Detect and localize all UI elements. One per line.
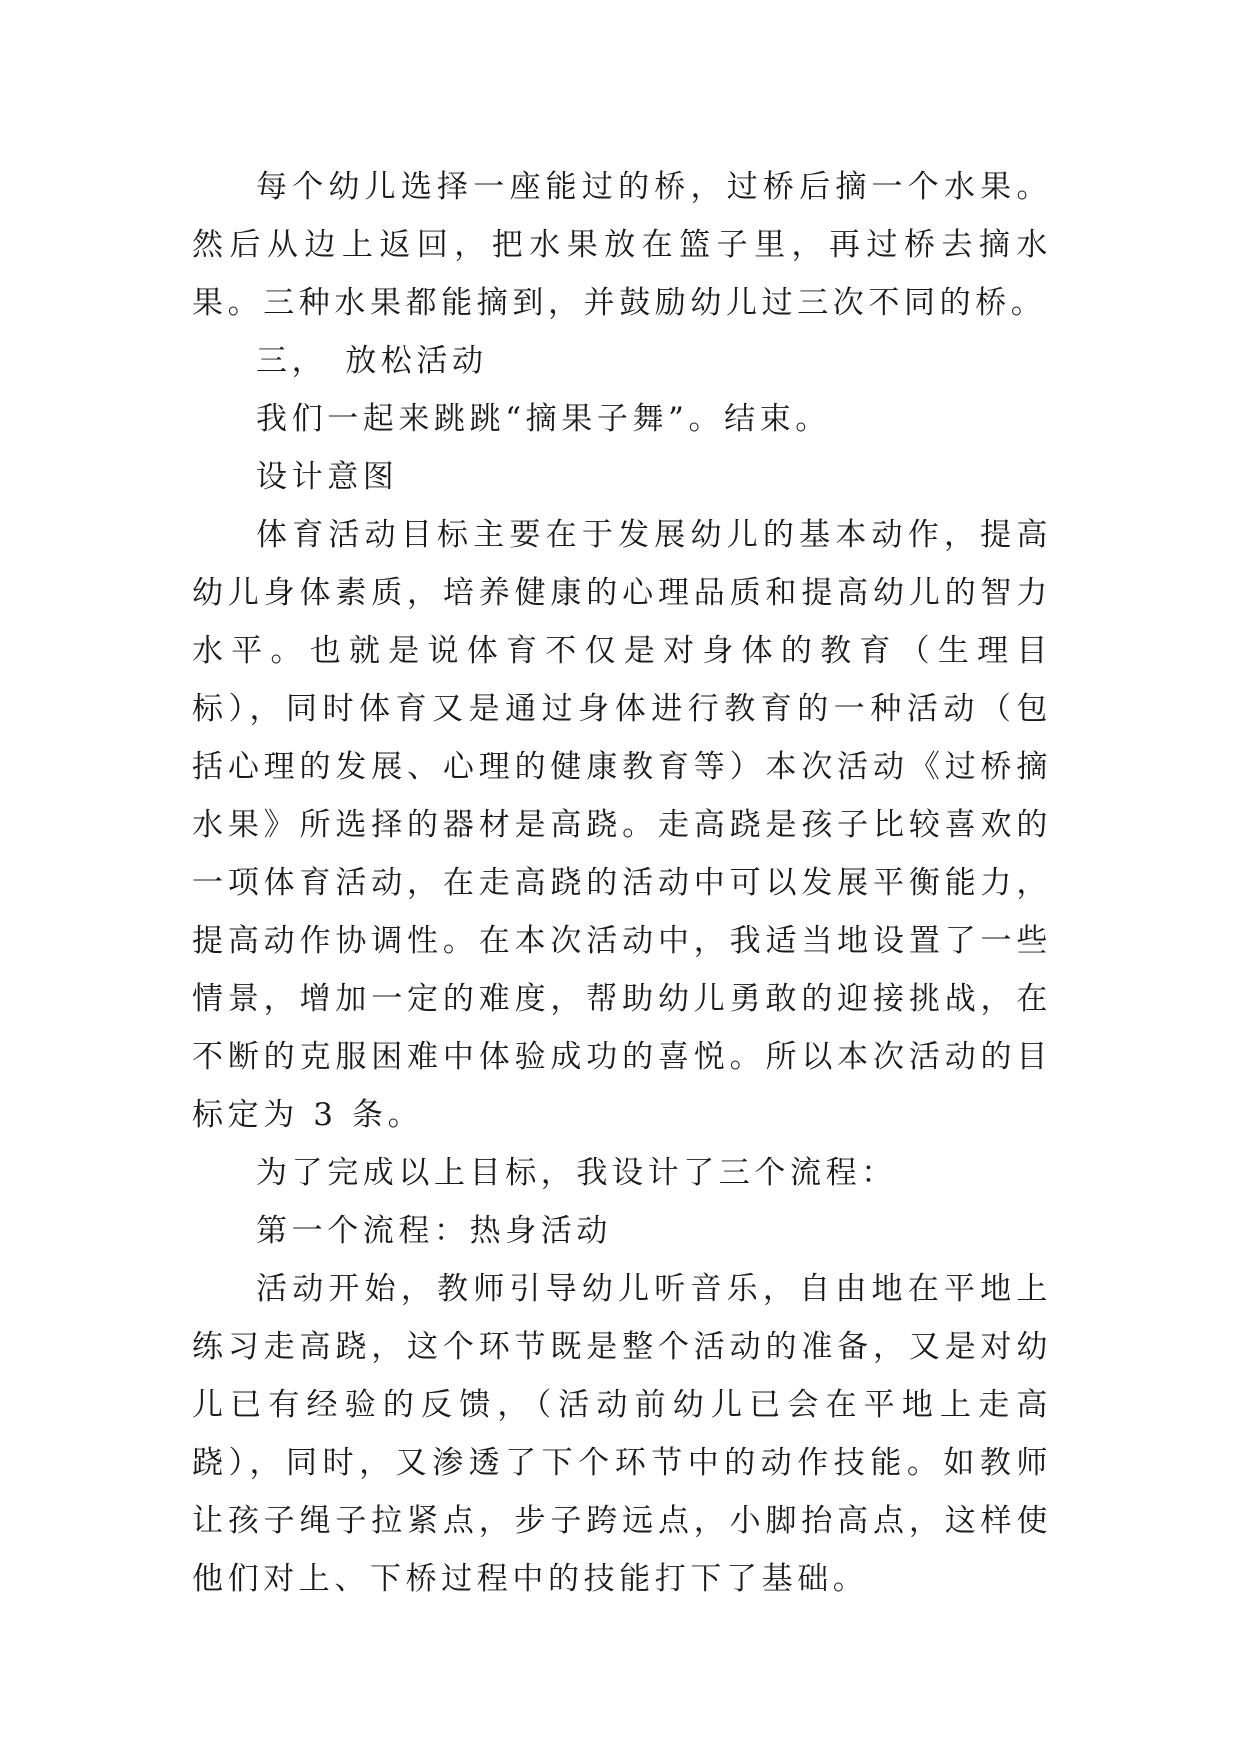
heading-design-intent: 设计意图: [256, 459, 399, 495]
paragraph-design-intent: 体育活动目标主要在于发展幼儿的基本动作，提高幼儿身体素质，培养健康的心理品质和提高幼儿的智力水平。也就是说体育不仅是对身体的教育（生理目标），同时体育又是通过身体进行教育的一种活动（包括心理的发展、心理的健康教育等）本次活动《过桥摘水果》所选择的器材是高跷。走高跷是孩子比较喜欢的一项体育活动，在走高跷的活动中可以发展平衡能力，提高动作协调性。在本次活动中，我适当地设置了一些情景，增加一定的难度，帮助幼儿勇敢的迎接挑战，在不断的克服困难中体验成功的喜悦。所以本次活动的目标定为 3 条。: [192, 517, 1052, 1133]
paragraph-three-flows: 为了完成以上目标，我设计了三个流程：: [256, 1155, 897, 1191]
paragraph-bridge-task: 每个幼儿选择一座能过的桥，过桥后摘一个水果。然后从边上返回，把水果放在篮子里，再过桥去摘水果。三种水果都能摘到，并鼓励幼儿过三次不同的桥。: [192, 169, 1052, 321]
paragraph-first-flow: 活动开始，教师引导幼儿听音乐，自由地在平地上练习走高跷，这个环节既是整个活动的准备，又是对幼儿已有经验的反馈，（活动前幼儿已会在平地上走高跷），同时，又渗透了下个环节中的动作技能。如教师让孩子绳子拉紧点，步子跨远点，小脚抬高点，这样使他们对上、下桥过程中的技能打下了基础。: [192, 1271, 1052, 1597]
document-body: [192, 158, 1052, 1608]
paragraph-dance: 我们一起来跳跳“摘果子舞”。结束。: [256, 401, 831, 437]
section-number: 三，: [256, 343, 328, 379]
heading-first-flow: 第一个流程：热身活动: [256, 1213, 612, 1249]
section-title: 放松活动: [345, 343, 488, 379]
section-heading-relax: [192, 332, 1052, 390]
